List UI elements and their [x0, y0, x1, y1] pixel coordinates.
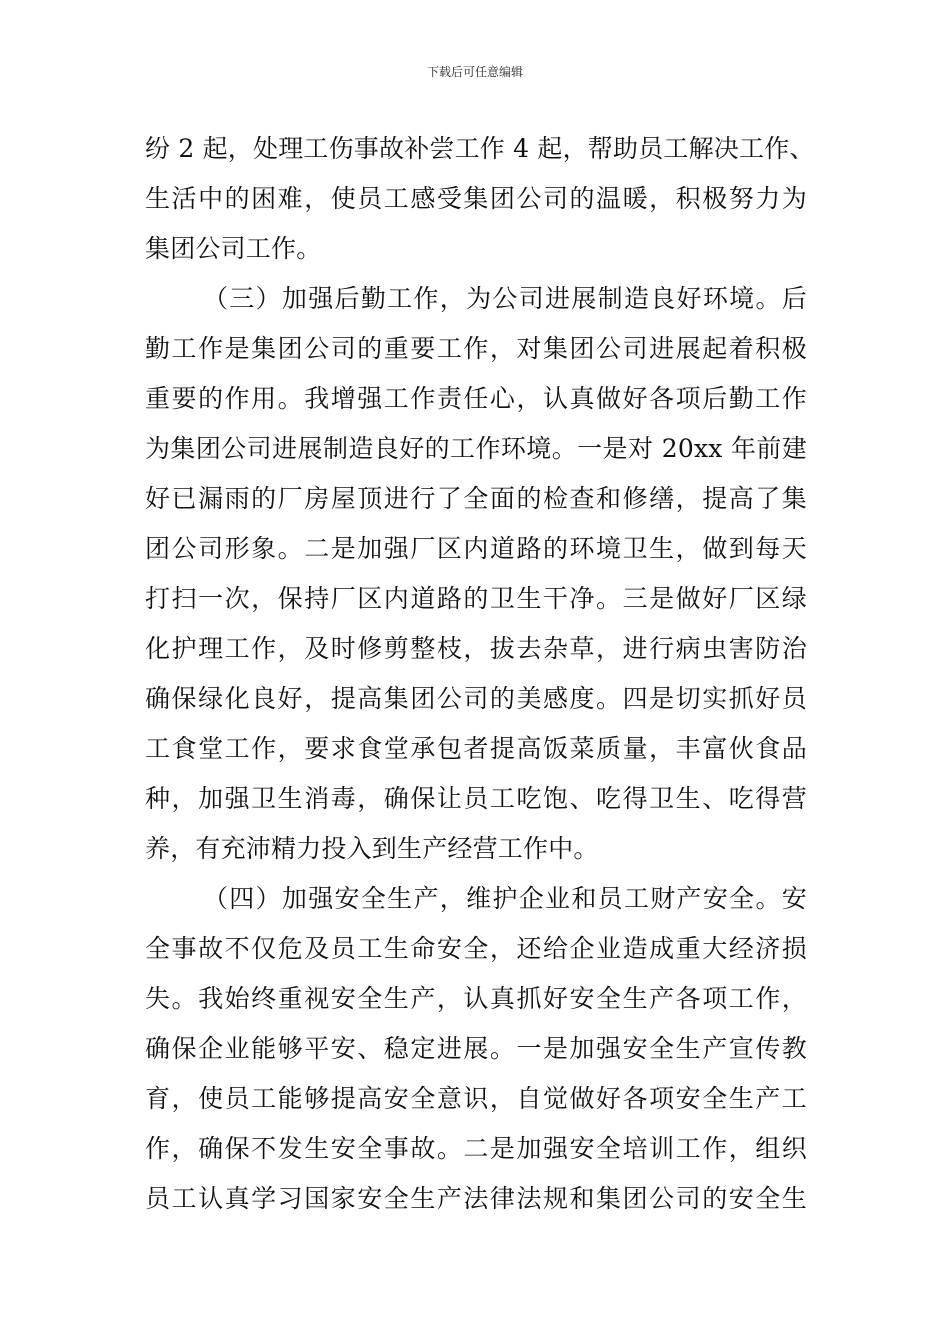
paragraph-line: 好已漏雨的厂房屋顶进行了全面的检查和修缮，提高了集	[145, 484, 807, 513]
paragraph-2	[145, 274, 807, 874]
paragraph-line: 育，使员工能够提高安全意识，自觉做好各项安全生产工	[145, 1084, 807, 1113]
paragraph-line: 确保绿化良好，提高集团公司的美感度。四是切实抓好员	[145, 684, 807, 713]
paragraph-1	[145, 124, 815, 274]
paragraph-line: 勤工作是集团公司的重要工作，对集团公司进展起着积极	[145, 334, 807, 363]
paragraph-line: 种，加强卫生消毒，确保让员工吃饱、吃得卫生、吃得营	[145, 784, 807, 813]
paragraph-line: 作，确保不发生安全事故。二是加强安全培训工作，组织	[145, 1134, 807, 1163]
paragraph-line: 员工认真学习国家安全生产法律法规和集团公司的安全生	[145, 1184, 807, 1213]
paragraph-line: 打扫一次，保持厂区内道路的卫生干净。三是做好厂区绿	[145, 584, 807, 613]
paragraph-line: （四）加强安全生产，维护企业和员工财产安全。安	[203, 884, 807, 913]
paragraph-line: 化护理工作，及时修剪整枝，拔去杂草，进行病虫害防治	[145, 634, 807, 663]
paragraph-line: 团公司形象。二是加强厂区内道路的环境卫生，做到每天	[145, 534, 807, 563]
page-header: 下载后可任意编辑	[426, 65, 523, 79]
document-body	[145, 124, 815, 1224]
paragraph-line: 养，有充沛精力投入到生产经营工作中。	[145, 834, 599, 863]
paragraph-line: 为集团公司进展制造良好的工作环境。一是对 20xx 年前建	[145, 434, 807, 463]
paragraph-line: 纷 2 起，处理工伤事故补尝工作 4 起，帮助员工解决工作、	[145, 134, 815, 163]
paragraph-line: 集团公司工作。	[145, 234, 322, 263]
paragraph-line: 生活中的困难，使员工感受集团公司的温暖，积极努力为	[145, 184, 807, 213]
paragraph-line: （三）加强后勤工作，为公司进展制造良好环境。后	[203, 284, 807, 313]
paragraph-line: 确保企业能够平安、稳定进展。一是加强安全生产宣传教	[145, 1034, 807, 1063]
paragraph-line: 重要的作用。我增强工作责任心，认真做好各项后勤工作	[145, 384, 807, 413]
paragraph-line: 全事故不仅危及员工生命安全，还给企业造成重大经济损	[145, 934, 807, 963]
paragraph-3	[145, 874, 807, 1224]
paragraph-line: 工食堂工作，要求食堂承包者提高饭菜质量，丰富伙食品	[145, 734, 807, 763]
paragraph-line: 失。我始终重视安全生产，认真抓好安全生产各项工作，	[145, 984, 807, 1013]
